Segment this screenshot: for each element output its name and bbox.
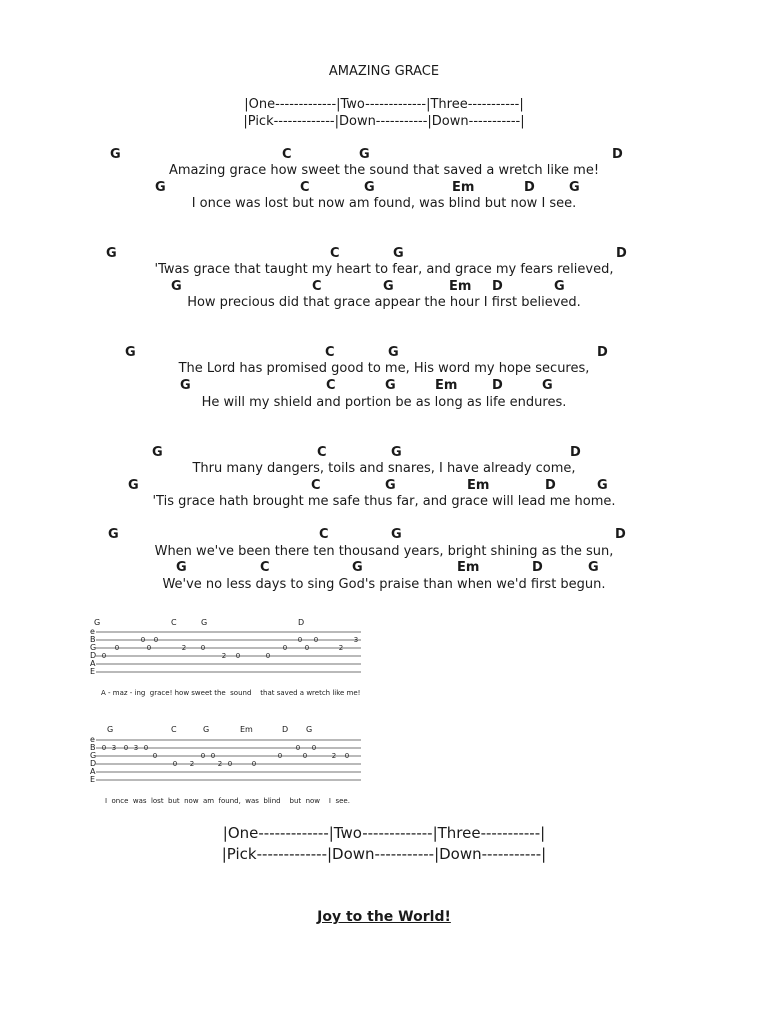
lyric-line: I once was lost but now am found, was blind but now I see. bbox=[191, 196, 577, 211]
chord: C bbox=[326, 378, 336, 393]
fret-number: 0 bbox=[277, 752, 283, 760]
tab-string-label: D bbox=[90, 651, 97, 660]
tab-chord: D bbox=[298, 618, 305, 627]
tab-string-label: B bbox=[90, 635, 96, 644]
fret-number: 0 bbox=[302, 752, 308, 760]
tab-chord: G bbox=[306, 725, 313, 734]
chord: G bbox=[171, 279, 182, 294]
tab-chord: G bbox=[94, 618, 101, 627]
fret-number: 0 bbox=[297, 636, 303, 644]
fret-number: 0 bbox=[344, 752, 350, 760]
chord: C bbox=[325, 345, 335, 360]
chord: G bbox=[597, 478, 608, 493]
lyric-line: The Lord has promised good to me, His word my hope secures, bbox=[178, 361, 590, 376]
chord: G bbox=[385, 478, 396, 493]
chord: D bbox=[615, 527, 626, 542]
chord: G bbox=[391, 527, 402, 542]
chord: G bbox=[155, 180, 166, 195]
chord: C bbox=[300, 180, 310, 195]
fret-number: 0 bbox=[311, 744, 317, 752]
strum-header-pattern: |Pick-------------|Down-----------|Down-----------| bbox=[243, 114, 525, 129]
chord: Em bbox=[452, 180, 475, 195]
chord: Em bbox=[457, 560, 480, 575]
chord: G bbox=[569, 180, 580, 195]
fret-number: 0 bbox=[101, 652, 107, 660]
tab-chord: G bbox=[201, 618, 208, 627]
fret-number: 2 bbox=[217, 760, 223, 768]
chord: G bbox=[364, 180, 375, 195]
chord: G bbox=[388, 345, 399, 360]
chord: C bbox=[311, 478, 321, 493]
fret-number: 0 bbox=[313, 636, 319, 644]
chord: G bbox=[352, 560, 363, 575]
chord: G bbox=[383, 279, 394, 294]
song-title: AMAZING GRACE bbox=[328, 64, 440, 79]
chord: D bbox=[492, 378, 503, 393]
lyric-line: We've no less days to sing God's praise than when we'd first begun. bbox=[162, 577, 606, 592]
fret-number: 3 bbox=[111, 744, 117, 752]
tab-string-label: G bbox=[90, 643, 97, 652]
lyric-line: He will my shield and portion be as long as life endures. bbox=[201, 395, 567, 410]
lyric-line: When we've been there ten thousand years, bright shining as the sun, bbox=[154, 544, 614, 559]
chord: D bbox=[612, 147, 623, 162]
chord: C bbox=[319, 527, 329, 542]
tab-string-label: A bbox=[90, 767, 96, 776]
tab-lyric: A - maz - ing grace! how sweet the sound that saved a wretch like me! bbox=[101, 689, 361, 697]
fret-number: 0 bbox=[140, 636, 146, 644]
tab-chord: G bbox=[203, 725, 210, 734]
fret-number: 0 bbox=[210, 752, 216, 760]
fret-number: 2 bbox=[338, 644, 344, 652]
chord: D bbox=[570, 445, 581, 460]
chord: G bbox=[393, 246, 404, 261]
tab-string-label: E bbox=[90, 667, 96, 676]
chord: G bbox=[554, 279, 565, 294]
chord: Em bbox=[449, 279, 472, 294]
chord: G bbox=[180, 378, 191, 393]
next-song-title: Joy to the World! bbox=[317, 909, 451, 925]
chord: G bbox=[108, 527, 119, 542]
fret-number: 0 bbox=[265, 652, 271, 660]
fret-number: 0 bbox=[251, 760, 257, 768]
tab-string-label: e bbox=[90, 735, 95, 744]
tab-chord: D bbox=[282, 725, 289, 734]
tab-chord: Em bbox=[240, 725, 253, 734]
tab-chord: G bbox=[107, 725, 114, 734]
tab-string-label: D bbox=[90, 759, 97, 768]
chord: C bbox=[282, 147, 292, 162]
lyric-line: 'Tis grace hath brought me safe thus far, and grace will lead me home. bbox=[152, 494, 616, 509]
fret-number: 0 bbox=[146, 644, 152, 652]
fret-number: 0 bbox=[304, 644, 310, 652]
fret-number: 2 bbox=[189, 760, 195, 768]
fret-number: 0 bbox=[235, 652, 241, 660]
chord: D bbox=[545, 478, 556, 493]
fret-number: 3 bbox=[353, 636, 359, 644]
fret-number: 0 bbox=[101, 744, 107, 752]
chord: D bbox=[532, 560, 543, 575]
chord: G bbox=[391, 445, 402, 460]
fret-number: 3 bbox=[133, 744, 139, 752]
lyric-line: 'Twas grace that taught my heart to fear, and grace my fears relieved, bbox=[154, 262, 614, 277]
fret-number: 0 bbox=[200, 752, 206, 760]
tab-lyric: I once was lost but now am found, was blind but now I see. bbox=[105, 797, 350, 805]
lyric-line: Thru many dangers, toils and snares, I have already come, bbox=[192, 461, 576, 476]
chord: G bbox=[110, 147, 121, 162]
chord: G bbox=[542, 378, 553, 393]
tab-string-label: A bbox=[90, 659, 96, 668]
chord: D bbox=[616, 246, 627, 261]
lyric-line: Amazing grace how sweet the sound that saved a wretch like me! bbox=[168, 163, 600, 178]
chord: C bbox=[317, 445, 327, 460]
chord: D bbox=[492, 279, 503, 294]
fret-number: 2 bbox=[181, 644, 187, 652]
chord: G bbox=[359, 147, 370, 162]
chord: D bbox=[524, 180, 535, 195]
chord: Em bbox=[435, 378, 458, 393]
tab-string-label: B bbox=[90, 743, 96, 752]
chord: G bbox=[152, 445, 163, 460]
chord: D bbox=[597, 345, 608, 360]
fret-number: 0 bbox=[172, 760, 178, 768]
chord: C bbox=[330, 246, 340, 261]
tab-string-label: G bbox=[90, 751, 97, 760]
chord: Em bbox=[467, 478, 490, 493]
fret-number: 0 bbox=[227, 760, 233, 768]
chord: G bbox=[125, 345, 136, 360]
tab-string-label: E bbox=[90, 775, 96, 784]
fret-number: 0 bbox=[123, 744, 129, 752]
fret-number: 2 bbox=[221, 652, 227, 660]
fret-number: 0 bbox=[114, 644, 120, 652]
strum-header-count: |One-------------|Two-------------|Three-----------| bbox=[244, 97, 524, 112]
chord: C bbox=[312, 279, 322, 294]
fret-number: 0 bbox=[153, 636, 159, 644]
chord: G bbox=[385, 378, 396, 393]
lyric-line: How precious did that grace appear the hour I first believed. bbox=[187, 295, 581, 310]
chord: C bbox=[260, 560, 270, 575]
fret-number: 0 bbox=[200, 644, 206, 652]
tab-chord: C bbox=[171, 618, 177, 627]
fret-number: 0 bbox=[295, 744, 301, 752]
fret-number: 0 bbox=[143, 744, 149, 752]
strum-header-count-bottom: |One-------------|Two-------------|Three-----------| bbox=[222, 824, 546, 842]
chord: G bbox=[128, 478, 139, 493]
tab-chord: C bbox=[171, 725, 177, 734]
chord: G bbox=[176, 560, 187, 575]
tab-string-label: e bbox=[90, 627, 95, 636]
fret-number: 0 bbox=[282, 644, 288, 652]
fret-number: 0 bbox=[152, 752, 158, 760]
chord: G bbox=[588, 560, 599, 575]
chord: G bbox=[106, 246, 117, 261]
strum-header-pattern-bottom: |Pick-------------|Down-----------|Down-----------| bbox=[221, 845, 547, 863]
fret-number: 2 bbox=[331, 752, 337, 760]
